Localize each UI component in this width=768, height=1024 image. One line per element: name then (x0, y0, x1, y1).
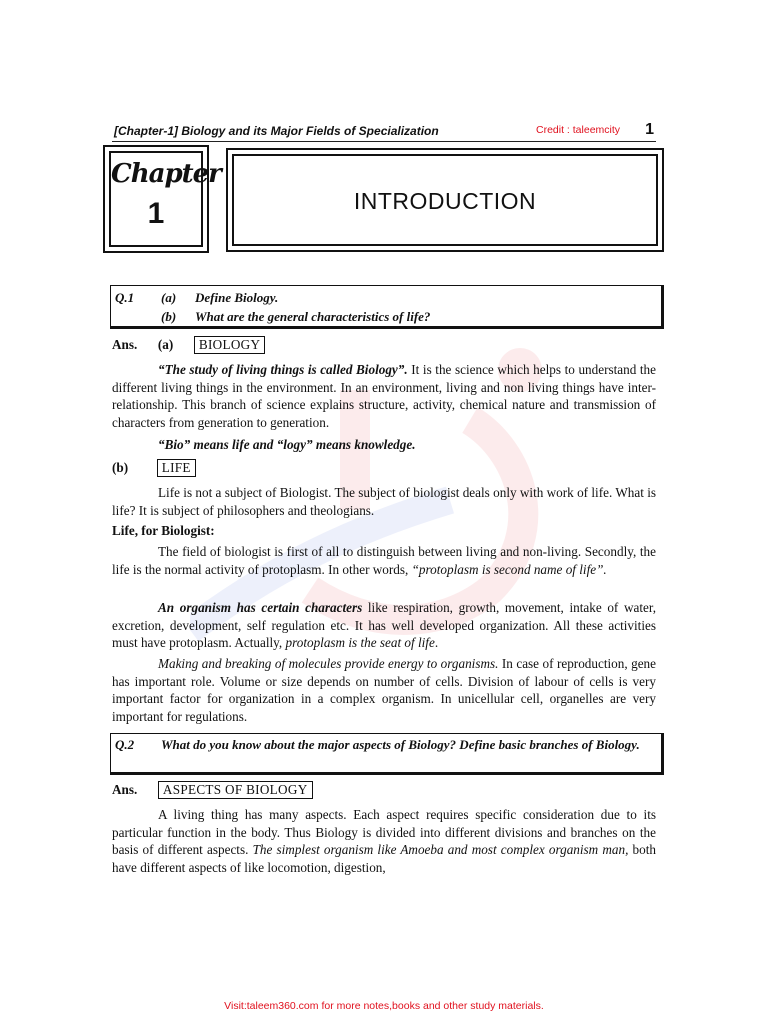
characters-end: . (434, 635, 439, 651)
protoplasm-text: The field of biologist is first of all to distinguish between living and non-living. Secondly, the life is the normal activity of protoplasm. In other words, (112, 544, 656, 577)
amoeba-man-text: The simplest organism like Amoeba and most complex organism man, (252, 842, 629, 858)
heading-biology: BIOLOGY (194, 336, 265, 354)
question-1b-text: What are the general characteristics of life? (195, 309, 431, 324)
subheading-life-for-biologist: Life, for Biologist: (112, 523, 215, 538)
molecules-lead: Making and breaking of molecules provide energy to organisms. (158, 656, 499, 671)
chapter-title: INTRODUCTION (353, 188, 537, 214)
question-1a-part: (a) (161, 290, 177, 305)
question-1-box (110, 285, 664, 329)
chapter-number-box (103, 145, 221, 253)
answer-1b-label-row (112, 459, 196, 477)
characters-text: like respiration, growth, movement, intake of water, excretion, development, self regulation etc. It has well developed organization. All these activities must have protoplasm. Actually, (112, 600, 656, 651)
paragraph-aspects (112, 806, 656, 876)
question-2-text: What do you know about the major aspects of Biology? Define basic branches of Biology. (161, 737, 640, 752)
page-number: 1 (645, 121, 654, 138)
seat-of-life-text: protoplasm is the seat of life (285, 635, 435, 651)
answer-1-label-row (112, 336, 265, 354)
answer-2-label-row (112, 781, 313, 799)
heading-life: LIFE (157, 459, 196, 477)
life-text: Life is not a subject of Biologist. The subject of biologist deals only with work of life. What is life? It is subject of philosophers and theologians. (112, 485, 656, 518)
question-2-number: Q.2 (115, 737, 135, 752)
protoplasm-quote: “protoplasm is second name of life”. (411, 561, 607, 577)
paragraph-protoplasm (112, 543, 656, 578)
running-header-title: [Chapter-1] Biology and its Major Fields of Specialization (114, 124, 439, 138)
paragraph-biology-definition (112, 361, 656, 431)
answer-2-label: Ans. (112, 782, 138, 797)
paragraph-characters (112, 599, 656, 652)
question-1-number: Q.1 (115, 290, 135, 305)
characters-lead: An organism has certain characters (158, 600, 363, 615)
molecules-text: In case of reproduction, gene has important role. Volume or size depends on number of cells. Division of labour of cells is very important factor for organization in a complex organism. In unicellular cell, organelles are very important for regulations. (112, 656, 657, 724)
paragraph-bio-logy (112, 436, 656, 454)
credit-text: Credit : taleemcity (536, 124, 621, 136)
answer-label: Ans. (112, 337, 138, 352)
aspects-text: A living thing has many aspects. Each aspect requires specific consideration due to its particular function in the body. Thus Biology is divided into different divisions and branches on the basis of different aspects. (112, 807, 656, 858)
paragraph-molecules (112, 655, 656, 725)
aspects-end-text: both have different aspects of like locomotion, digestion, (112, 842, 657, 875)
biology-definition-text: It is the science which helps to understand the different living things in the environment. In an environment, living and non living things have inter-relationship. This branch of science explains structure, activity, chemical nature and transmission of characters from generation to generation. (112, 362, 657, 430)
heading-aspects-of-biology: ASPECTS OF BIOLOGY (158, 781, 313, 799)
chapter-title-box (226, 148, 664, 252)
question-1b-part: (b) (161, 309, 177, 324)
paragraph-life (112, 484, 656, 519)
answer-1a-part: (a) (157, 337, 174, 352)
bio-logy-meaning: “Bio” means life and “logy” means knowledge. (158, 437, 416, 452)
question-1a-text: Define Biology. (195, 290, 279, 305)
footer-link[interactable]: Visit:taleem360.com for more notes,books and other study materials. (224, 1000, 544, 1012)
chapter-number: 1 (147, 197, 165, 230)
chapter-word: Chapter (111, 159, 221, 189)
biology-definition-quote: “The study of living things is called Biology”. (158, 362, 408, 377)
question-2-box (110, 733, 664, 775)
answer-1b-part: (b) (112, 460, 129, 475)
running-header (112, 123, 656, 142)
subheading-life-for-biologist-row (112, 522, 656, 540)
